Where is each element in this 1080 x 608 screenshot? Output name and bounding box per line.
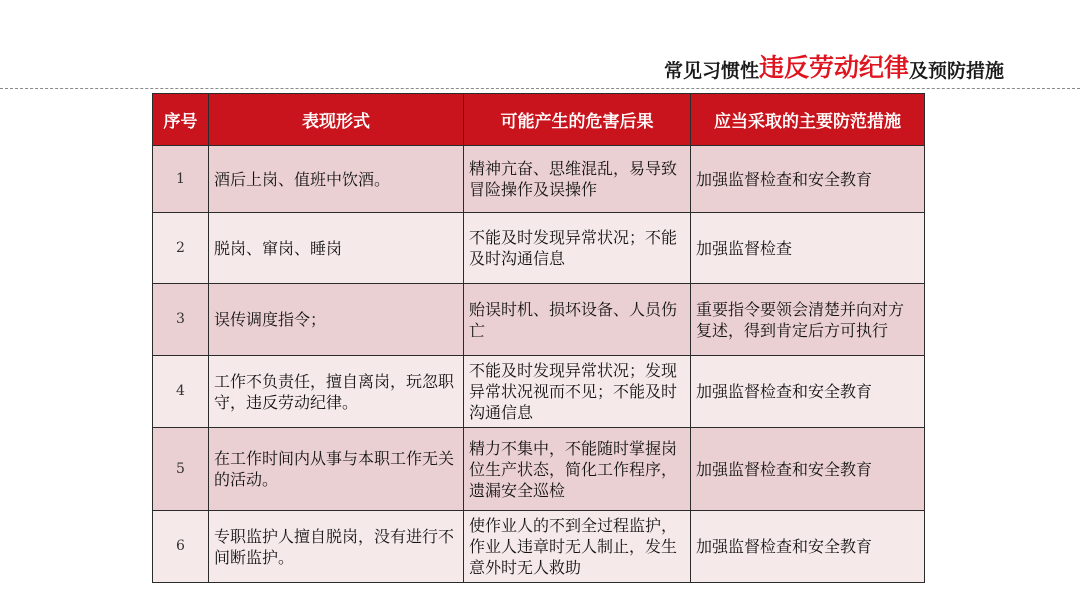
- cell-harm: 使作业人的不到全过程监护，作业人违章时无人制止，发生意外时无人救助: [464, 511, 691, 583]
- cell-form: 酒后上岗、值班中饮酒。: [209, 146, 464, 213]
- page-title: [664, 44, 1004, 84]
- cell-no: 4: [153, 356, 209, 428]
- table-row: [153, 428, 925, 511]
- cell-measure: 加强监督检查和安全教育: [691, 511, 925, 583]
- table-header-row: [153, 94, 925, 146]
- cell-measure: 加强监督检查和安全教育: [691, 146, 925, 213]
- cell-measure: 加强监督检查和安全教育: [691, 428, 925, 511]
- cell-no: 3: [153, 284, 209, 356]
- cell-harm: 不能及时发现异常状况；不能及时沟通信息: [464, 213, 691, 284]
- cell-harm: 不能及时发现异常状况；发现异常状况视而不见；不能及时沟通信息: [464, 356, 691, 428]
- table-row: [153, 284, 925, 356]
- title-part-3: 及预防措施: [908, 60, 1004, 82]
- cell-form: 工作不负责任，擅自离岗，玩忽职守，违反劳动纪律。: [209, 356, 464, 428]
- discipline-table: [152, 93, 925, 583]
- table-row: [153, 511, 925, 583]
- cell-no: 2: [153, 213, 209, 284]
- table-row: [153, 213, 925, 284]
- cell-form: 在工作时间内从事与本职工作无关的活动。: [209, 428, 464, 511]
- col-header-measure: 应当采取的主要防范措施: [691, 94, 925, 146]
- table-row: [153, 146, 925, 213]
- cell-form: 专职监护人擅自脱岗，没有进行不间断监护。: [209, 511, 464, 583]
- header-divider: [0, 88, 1080, 89]
- cell-harm: 精力不集中，不能随时掌握岗位生产状态，简化工作程序，遗漏安全巡检: [464, 428, 691, 511]
- col-header-no: 序号: [153, 94, 209, 146]
- title-highlight: 违反劳动纪律: [758, 53, 909, 82]
- col-header-harm: 可能产生的危害后果: [464, 94, 691, 146]
- col-header-form: 表现形式: [209, 94, 464, 146]
- cell-harm: 贻误时机、损坏设备、人员伤亡: [464, 284, 691, 356]
- cell-form: 误传调度指令；: [209, 284, 464, 356]
- discipline-table-container: [152, 93, 924, 583]
- cell-measure: 重要指令要领会清楚并向对方复述，得到肯定后方可执行: [691, 284, 925, 356]
- cell-measure: 加强监督检查: [691, 213, 925, 284]
- cell-form: 脱岗、窜岗、睡岗: [209, 213, 464, 284]
- cell-no: 5: [153, 428, 209, 511]
- cell-no: 1: [153, 146, 209, 213]
- table-row: [153, 356, 925, 428]
- cell-no: 6: [153, 511, 209, 583]
- cell-measure: 加强监督检查和安全教育: [691, 356, 925, 428]
- title-part-1: 常见习惯性: [663, 60, 759, 82]
- cell-harm: 精神亢奋、思维混乱，易导致冒险操作及误操作: [464, 146, 691, 213]
